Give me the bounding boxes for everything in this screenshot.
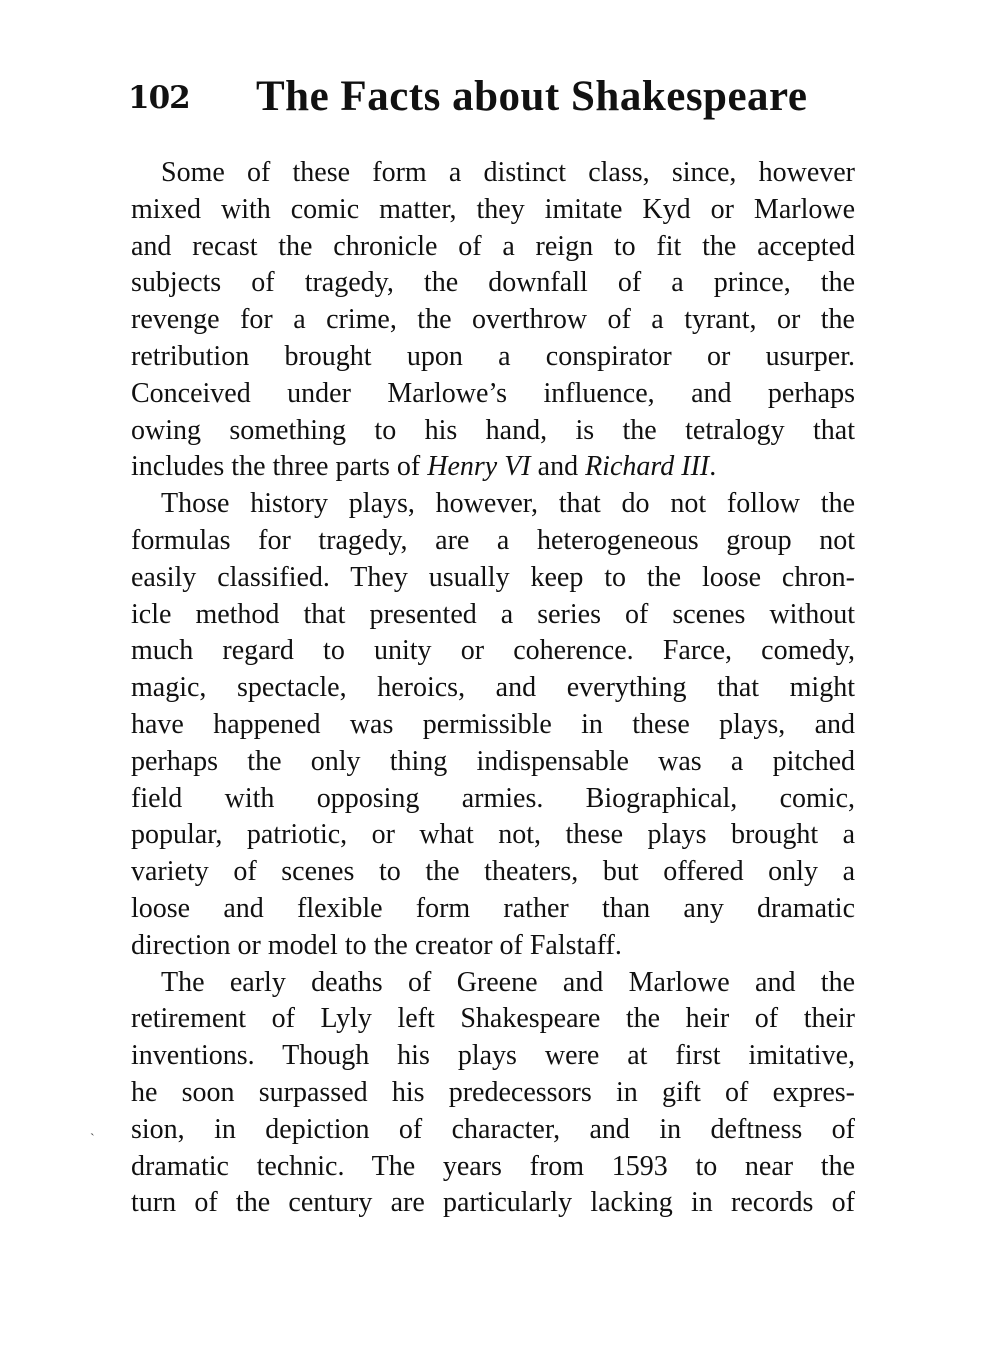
text-line: variety of scenes to the theaters, but offered only a (131, 856, 855, 888)
text-line: turn of the century are particularly lacking in records of (131, 1187, 855, 1219)
book-title: The Facts about Shakespeare (256, 73, 808, 120)
text-line: Some of these form a distinct class, since, however (161, 157, 855, 188)
text-line: direction or model to the creator of Falstaff. (131, 929, 622, 961)
text-line: retribution brought upon a conspirator or usurper. (131, 340, 855, 372)
text-line: magic, spectacle, heroics, and everything that might (131, 672, 855, 704)
text-line: mixed with comic matter, they imitate Kyd or Marlowe (131, 193, 855, 225)
text-line: field with opposing armies. Biographical, comic, (131, 782, 855, 814)
text-line: formulas for tragedy, are a heterogeneous group not (131, 524, 855, 556)
text-line: dramatic technic. The years from 1593 to near the (131, 1150, 855, 1182)
play-title-henry-vi: Henry VI (427, 451, 531, 483)
text-line: have happened was permissible in these plays, and (131, 708, 855, 740)
text-line: Those history plays, however, that do not follow the (161, 488, 855, 520)
text-segment: . (709, 451, 717, 483)
body-text (131, 155, 855, 1222)
text-line: owing something to his hand, is the tetralogy that (131, 414, 855, 446)
margin-mark: ` (90, 1132, 95, 1147)
text-line-with-titles (131, 449, 855, 486)
paragraph-3 (131, 965, 855, 1223)
text-line: revenge for a crime, the overthrow of a tyrant, or the (131, 304, 855, 336)
text-line: perhaps the only thing indispensable was a pitched (131, 745, 855, 777)
text-line: icle method that presented a series of scenes without (131, 598, 855, 630)
text-line: loose and flexible form rather than any dramatic (131, 892, 855, 924)
text-line: easily classified. They usually keep to the loose chron- (131, 561, 855, 593)
text-segment: and (530, 451, 586, 483)
paragraph-1 (131, 155, 855, 486)
text-line: inventions. Though his plays were at first imitative, (131, 1040, 855, 1072)
text-line: Conceived under Marlowe’s influence, and perhaps (131, 377, 855, 409)
play-title-richard-iii: Richard III (585, 451, 710, 483)
text-line: and recast the chronicle of a reign to fit the accepted (131, 230, 855, 262)
text-line: subjects of tragedy, the downfall of a prince, the (131, 267, 855, 299)
text-segment: includes the three parts of (131, 451, 428, 483)
page-number: 102 (128, 80, 190, 116)
text-line: he soon surpassed his predecessors in gift of expres- (131, 1076, 855, 1108)
text-line: much regard to unity or coherence. Farce, comedy, (131, 635, 855, 667)
running-head (128, 72, 868, 122)
text-line: The early deaths of Greene and Marlowe and the (161, 966, 855, 998)
text-line: retirement of Lyly left Shakespeare the heir of their (131, 1003, 855, 1035)
paragraph-2 (131, 486, 855, 964)
text-line: sion, in depiction of character, and in deftness of (131, 1113, 855, 1145)
text-line: popular, patriotic, or what not, these plays brought a (131, 819, 855, 851)
